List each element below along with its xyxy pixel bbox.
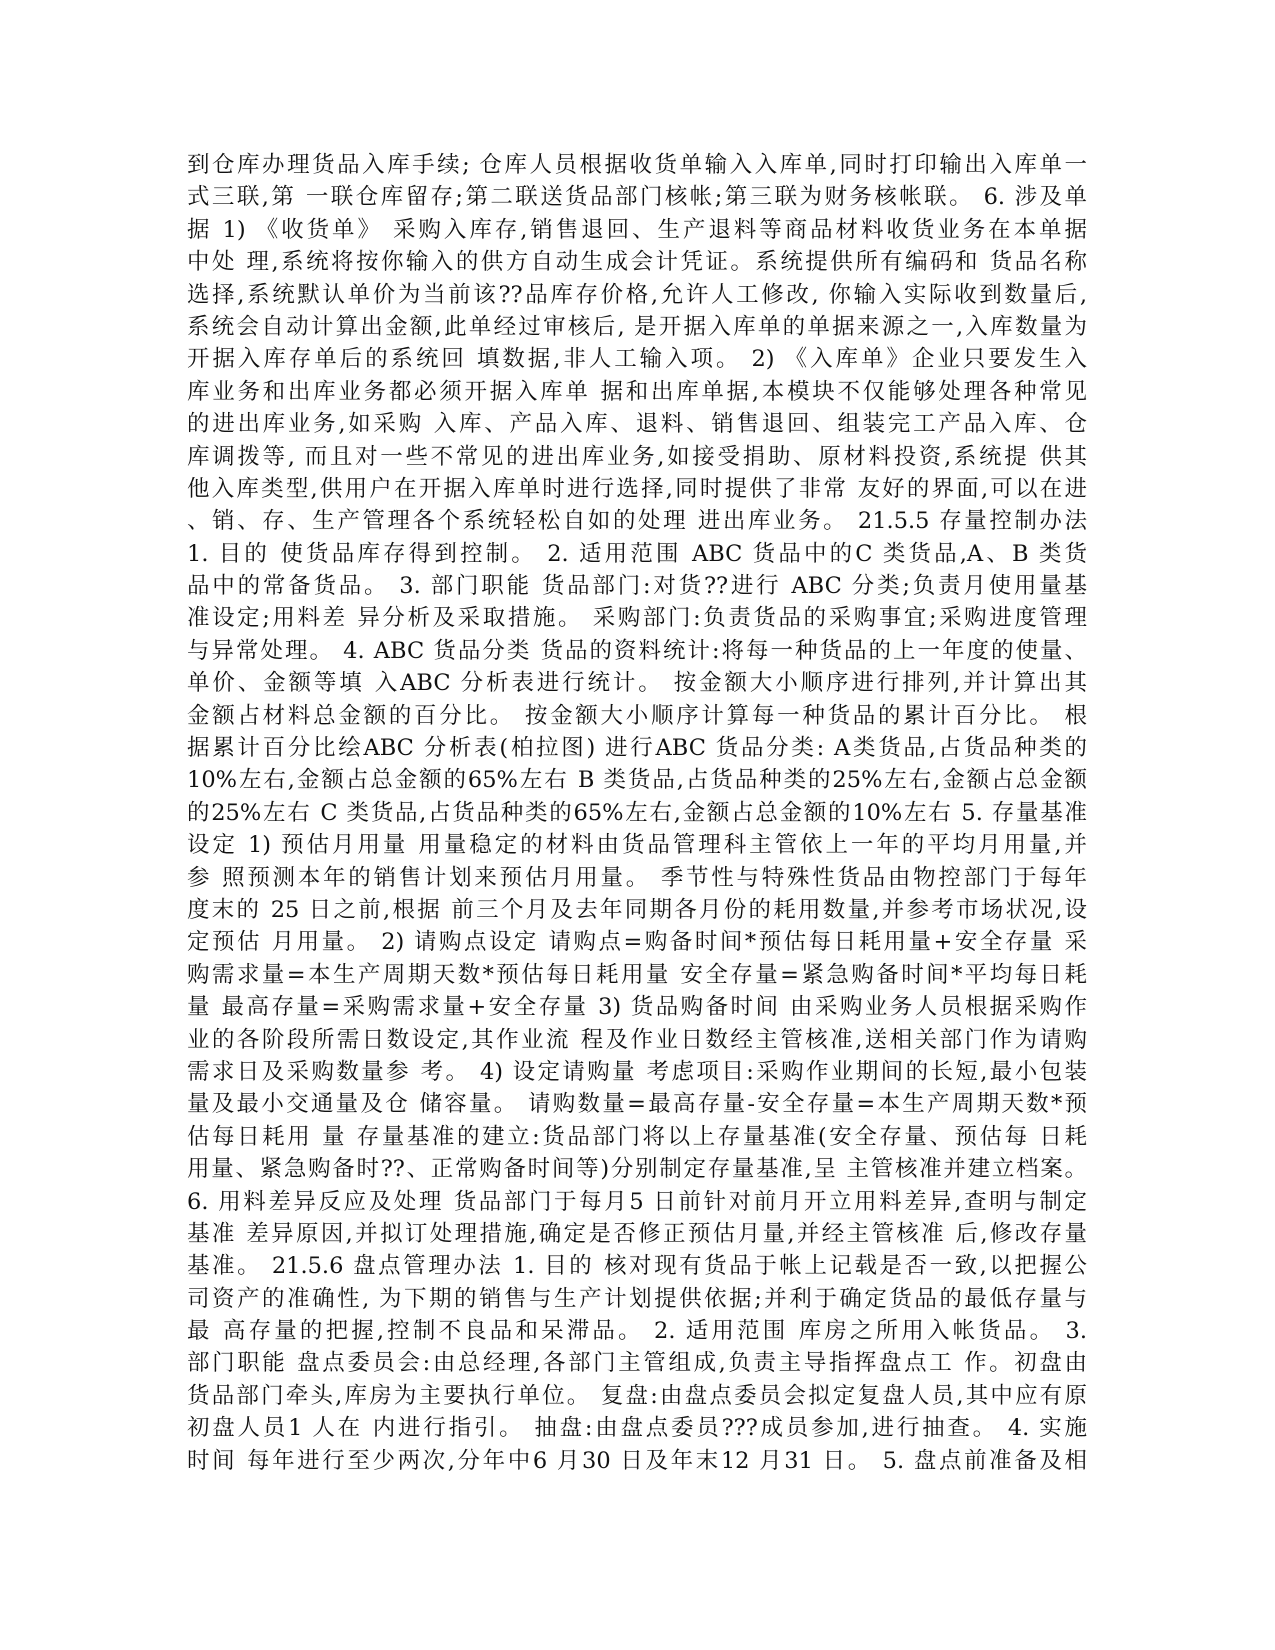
text-line: 货品部门牵头,库房为主要执行单位。 复盘:由盘点委员会拟定复盘人员,其中应有原 — [187, 1382, 1087, 1409]
text-line: 单价、金额等填 入ABC 分析表进行统计。 按金额大小顺序进行排列,并计算出其 — [187, 670, 1087, 697]
text-line: 系统会自动计算出金额,此单经过审核后, 是开据入库单的单据来源之一,入库数量为 — [187, 313, 1087, 340]
body-text — [187, 149, 1087, 1477]
text-line: 参 照预测本年的销售计划来预估月用量。 季节性与特殊性货品由物控部门于每年 — [187, 864, 1087, 891]
text-line: 式三联,第 一联仓库留存;第二联送货品部门核帐;第三联为财务核帐联。 6. 涉及单 — [187, 184, 1087, 211]
text-line: 估每日耗用 量 存量基准的建立:货品部门将以上存量基准(安全存量、预估每 日耗 — [187, 1123, 1087, 1150]
text-line: 库业务和出库业务都必须开据入库单 据和出库单据,本模块不仅能够处理各种常见 — [187, 378, 1087, 405]
text-line: 基准 差异原因,并拟订处理措施,确定是否修正预估月量,并经主管核准 后,修改存量 — [187, 1220, 1087, 1247]
text-line: 初盘人员1 人在 内进行指引。 抽盘:由盘点委员???成员参加,进行抽查。 4. 实施 — [187, 1415, 1087, 1442]
text-line: 1. 目的 使货品库存得到控制。 2. 适用范围 ABC 货品中的C 类货品,A、B 类货 — [187, 540, 1087, 567]
text-line: 时间 每年进行至少两次,分年中6 月30 日及年末12 月31 日。 5. 盘点前准备及相 — [187, 1447, 1087, 1474]
text-line: 10%左右,金额占总金额的65%左右 B 类货品,占货品种类的25%左右,金额占总金额 — [187, 767, 1087, 794]
text-line: 量 最高存量=采购需求量+安全存量 3) 货品购备时间 由采购业务人员根据采购作 — [187, 994, 1087, 1021]
text-line: 开据入库存单后的系统回 填数据,非人工输入项。 2) 《入库单》企业只要发生入 — [187, 346, 1087, 373]
text-line: 购需求量=本生产周期天数*预估每日耗用量 安全存量=紧急购备时间*平均每日耗 — [187, 961, 1087, 988]
text-line: 量及最小交通量及仓 储容量。 请购数量=最高存量-安全存量=本生产周期天数*预 — [187, 1091, 1087, 1118]
text-line: 6. 用料差异反应及处理 货品部门于每月5 日前针对前月开立用料差异,查明与制定 — [187, 1188, 1087, 1215]
text-line: 司资产的准确性, 为下期的销售与生产计划提供依据;并利于确定货品的最低存量与 — [187, 1285, 1087, 1312]
text-line: 用量、紧急购备时??、正常购备时间等)分别制定存量基准,呈 主管核准并建立档案。 — [187, 1156, 1087, 1183]
text-line: 的25%左右 C 类货品,占货品种类的65%左右,金额占总金额的10%左右 5. 存量基准 — [187, 799, 1087, 826]
text-line: 据 1) 《收货单》 采购入库存,销售退回、生产退料等商品材料收货业务在本单据 — [187, 216, 1088, 243]
text-line: 品中的常备货品。 3. 部门职能 货品部门:对货??进行 ABC 分类;负责月使用量基 — [187, 573, 1087, 600]
text-line: 度末的 25 日之前,根据 前三个月及去年同期各月份的耗用数量,并参考市场状况,设 — [187, 896, 1087, 923]
text-line: 据累计百分比绘ABC 分析表(柏拉图) 进行ABC 货品分类: A类货品,占货品种类的 — [187, 735, 1087, 762]
text-line: 选择,系统默认单价为当前该??品库存价格,允许人工修改, 你输入实际收到数量后, — [187, 281, 1087, 308]
text-line: 中处 理,系统将按你输入的供方自动生成会计凭证。系统提供所有编码和 货品名称 — [187, 249, 1087, 276]
text-line: 业的各阶段所需日数设定,其作业流 程及作业日数经主管核准,送相关部门作为请购 — [187, 1026, 1087, 1053]
text-line: 准设定;用料差 异分析及采取措施。 采购部门:负责货品的采购事宜;采购进度管理 — [187, 605, 1087, 632]
text-line: 他入库类型,供用户在开据入库单时进行选择,同时提供了非常 友好的界面,可以在进 — [187, 475, 1087, 502]
text-line: 设定 1) 预估月用量 用量稳定的材料由货品管理科主管依上一年的平均月用量,并 — [187, 832, 1087, 859]
text-line: 最 高存量的把握,控制不良品和呆滞品。 2. 适用范围 库房之所用入帐货品。 3. — [187, 1318, 1087, 1345]
text-line: 、销、存、生产管理各个系统轻松自如的处理 进出库业务。 21.5.5 存量控制办法 — [187, 508, 1087, 535]
text-line: 与异常处理。 4. ABC 货品分类 货品的资料统计:将每一种货品的上一年度的使量、 — [187, 637, 1087, 664]
text-line: 的进出库业务,如采购 入库、产品入库、退料、销售退回、组装完工产品入库、仓 — [187, 411, 1087, 438]
text-line: 库调拨等, 而且对一些不常见的进出库业务,如接受捐助、原材料投资,系统提 供其 — [187, 443, 1087, 470]
text-line: 金额占材料总金额的百分比。 按金额大小顺序计算每一种货品的累计百分比。 根 — [187, 702, 1087, 729]
text-line: 基准。 21.5.6 盘点管理办法 1. 目的 核对现有货品于帐上记载是否一致,以把握公 — [187, 1253, 1087, 1280]
text-line: 需求日及采购数量参 考。 4) 设定请购量 考虑项目:采购作业期间的长短,最小包装 — [187, 1058, 1087, 1085]
text-line: 部门职能 盘点委员会:由总经理,各部门主管组成,负责主导指挥盘点工 作。初盘由 — [187, 1350, 1087, 1377]
text-line: 定预估 月用量。 2) 请购点设定 请购点=购备时间*预估每日耗用量+安全存量 采 — [187, 929, 1087, 956]
text-line: 到仓库办理货品入库手续; 仓库人员根据收货单输入入库单,同时打印输出入库单一 — [187, 152, 1087, 178]
